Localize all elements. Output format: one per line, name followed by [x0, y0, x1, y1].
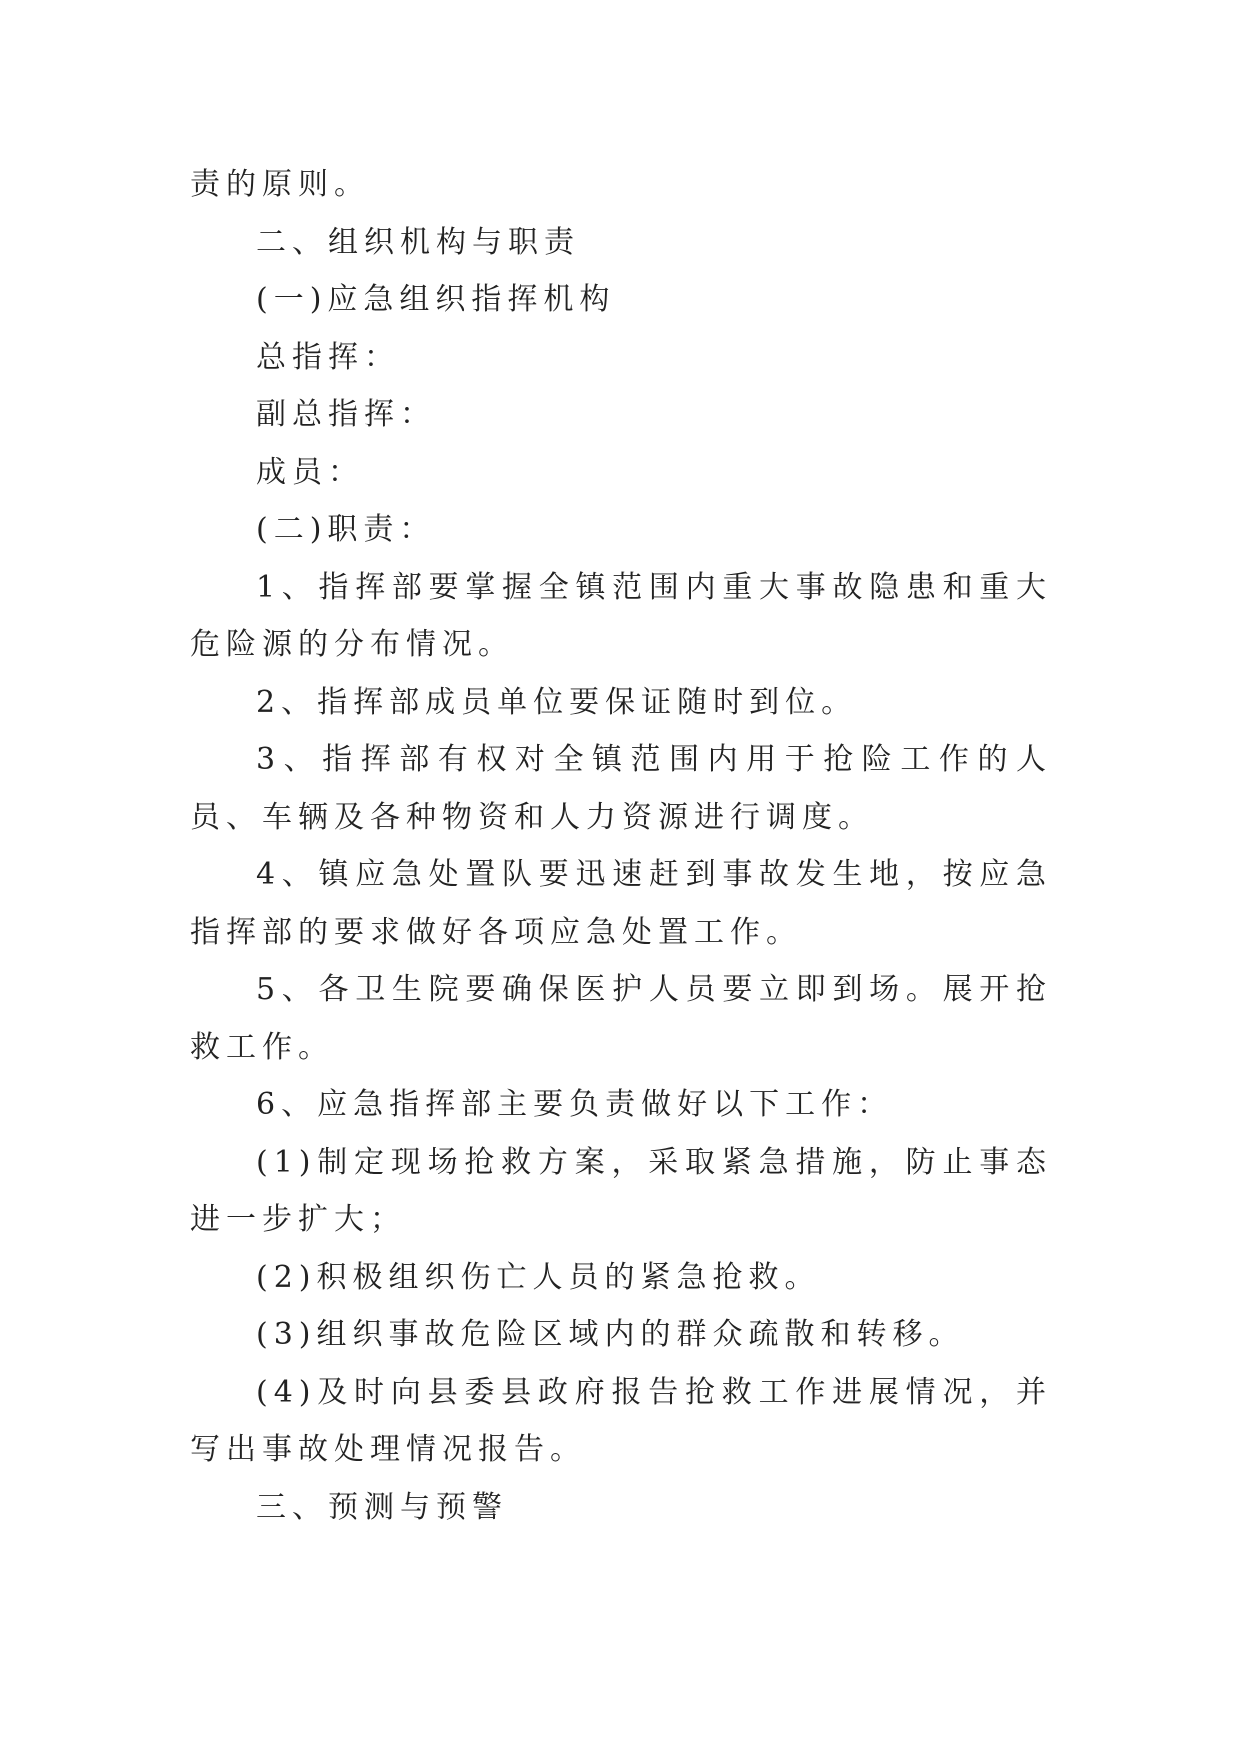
sub-duty-2: (2)积极组织伤亡人员的紧急抢救。 — [256, 1259, 821, 1295]
subsection-heading-command: (一)应急组织指挥机构 — [256, 282, 616, 317]
sub-duty-1: (1)制定现场抢救方案，采取紧急措施，防止事态进一步扩大； — [190, 1144, 1052, 1237]
deputy-commander-line: 副总指挥： — [256, 397, 436, 432]
duty-item-4: 4、镇应急处置队要迅速赶到事故发生地，按应急指挥部的要求做好各项应急处置工作。 — [190, 857, 1052, 950]
subsection-heading-duties: (二)职责： — [256, 512, 436, 547]
duty-item-2: 2、指挥部成员单位要保证随时到位。 — [256, 684, 858, 720]
document-body — [190, 156, 1052, 1536]
section-heading-forecast: 三、预测与预警 — [256, 1489, 508, 1525]
commander-line: 总指挥： — [256, 339, 400, 375]
duty-item-5: 5、各卫生院要确保医护人员要立即到场。展开抢救工作。 — [190, 972, 1052, 1065]
sub-duty-3: (3)组织事故危险区域内的群众疏散和转移。 — [256, 1317, 965, 1352]
section-heading-organization: 二、组织机构与职责 — [256, 224, 580, 260]
members-line: 成员： — [256, 454, 364, 490]
sub-duty-4: (4)及时向县委县政府报告抢救工作进展情况，并写出事故处理情况报告。 — [190, 1374, 1052, 1467]
paragraph-continuation: 责的原则。 — [190, 167, 370, 202]
duty-item-3: 3、指挥部有权对全镇范围内用于抢险工作的人员、车辆及各种物资和人力资源进行调度。 — [190, 742, 1052, 835]
duty-item-1: 1、指挥部要掌握全镇范围内重大事故隐患和重大危险源的分布情况。 — [190, 569, 1052, 662]
duty-item-6: 6、应急指挥部主要负责做好以下工作： — [256, 1087, 894, 1122]
